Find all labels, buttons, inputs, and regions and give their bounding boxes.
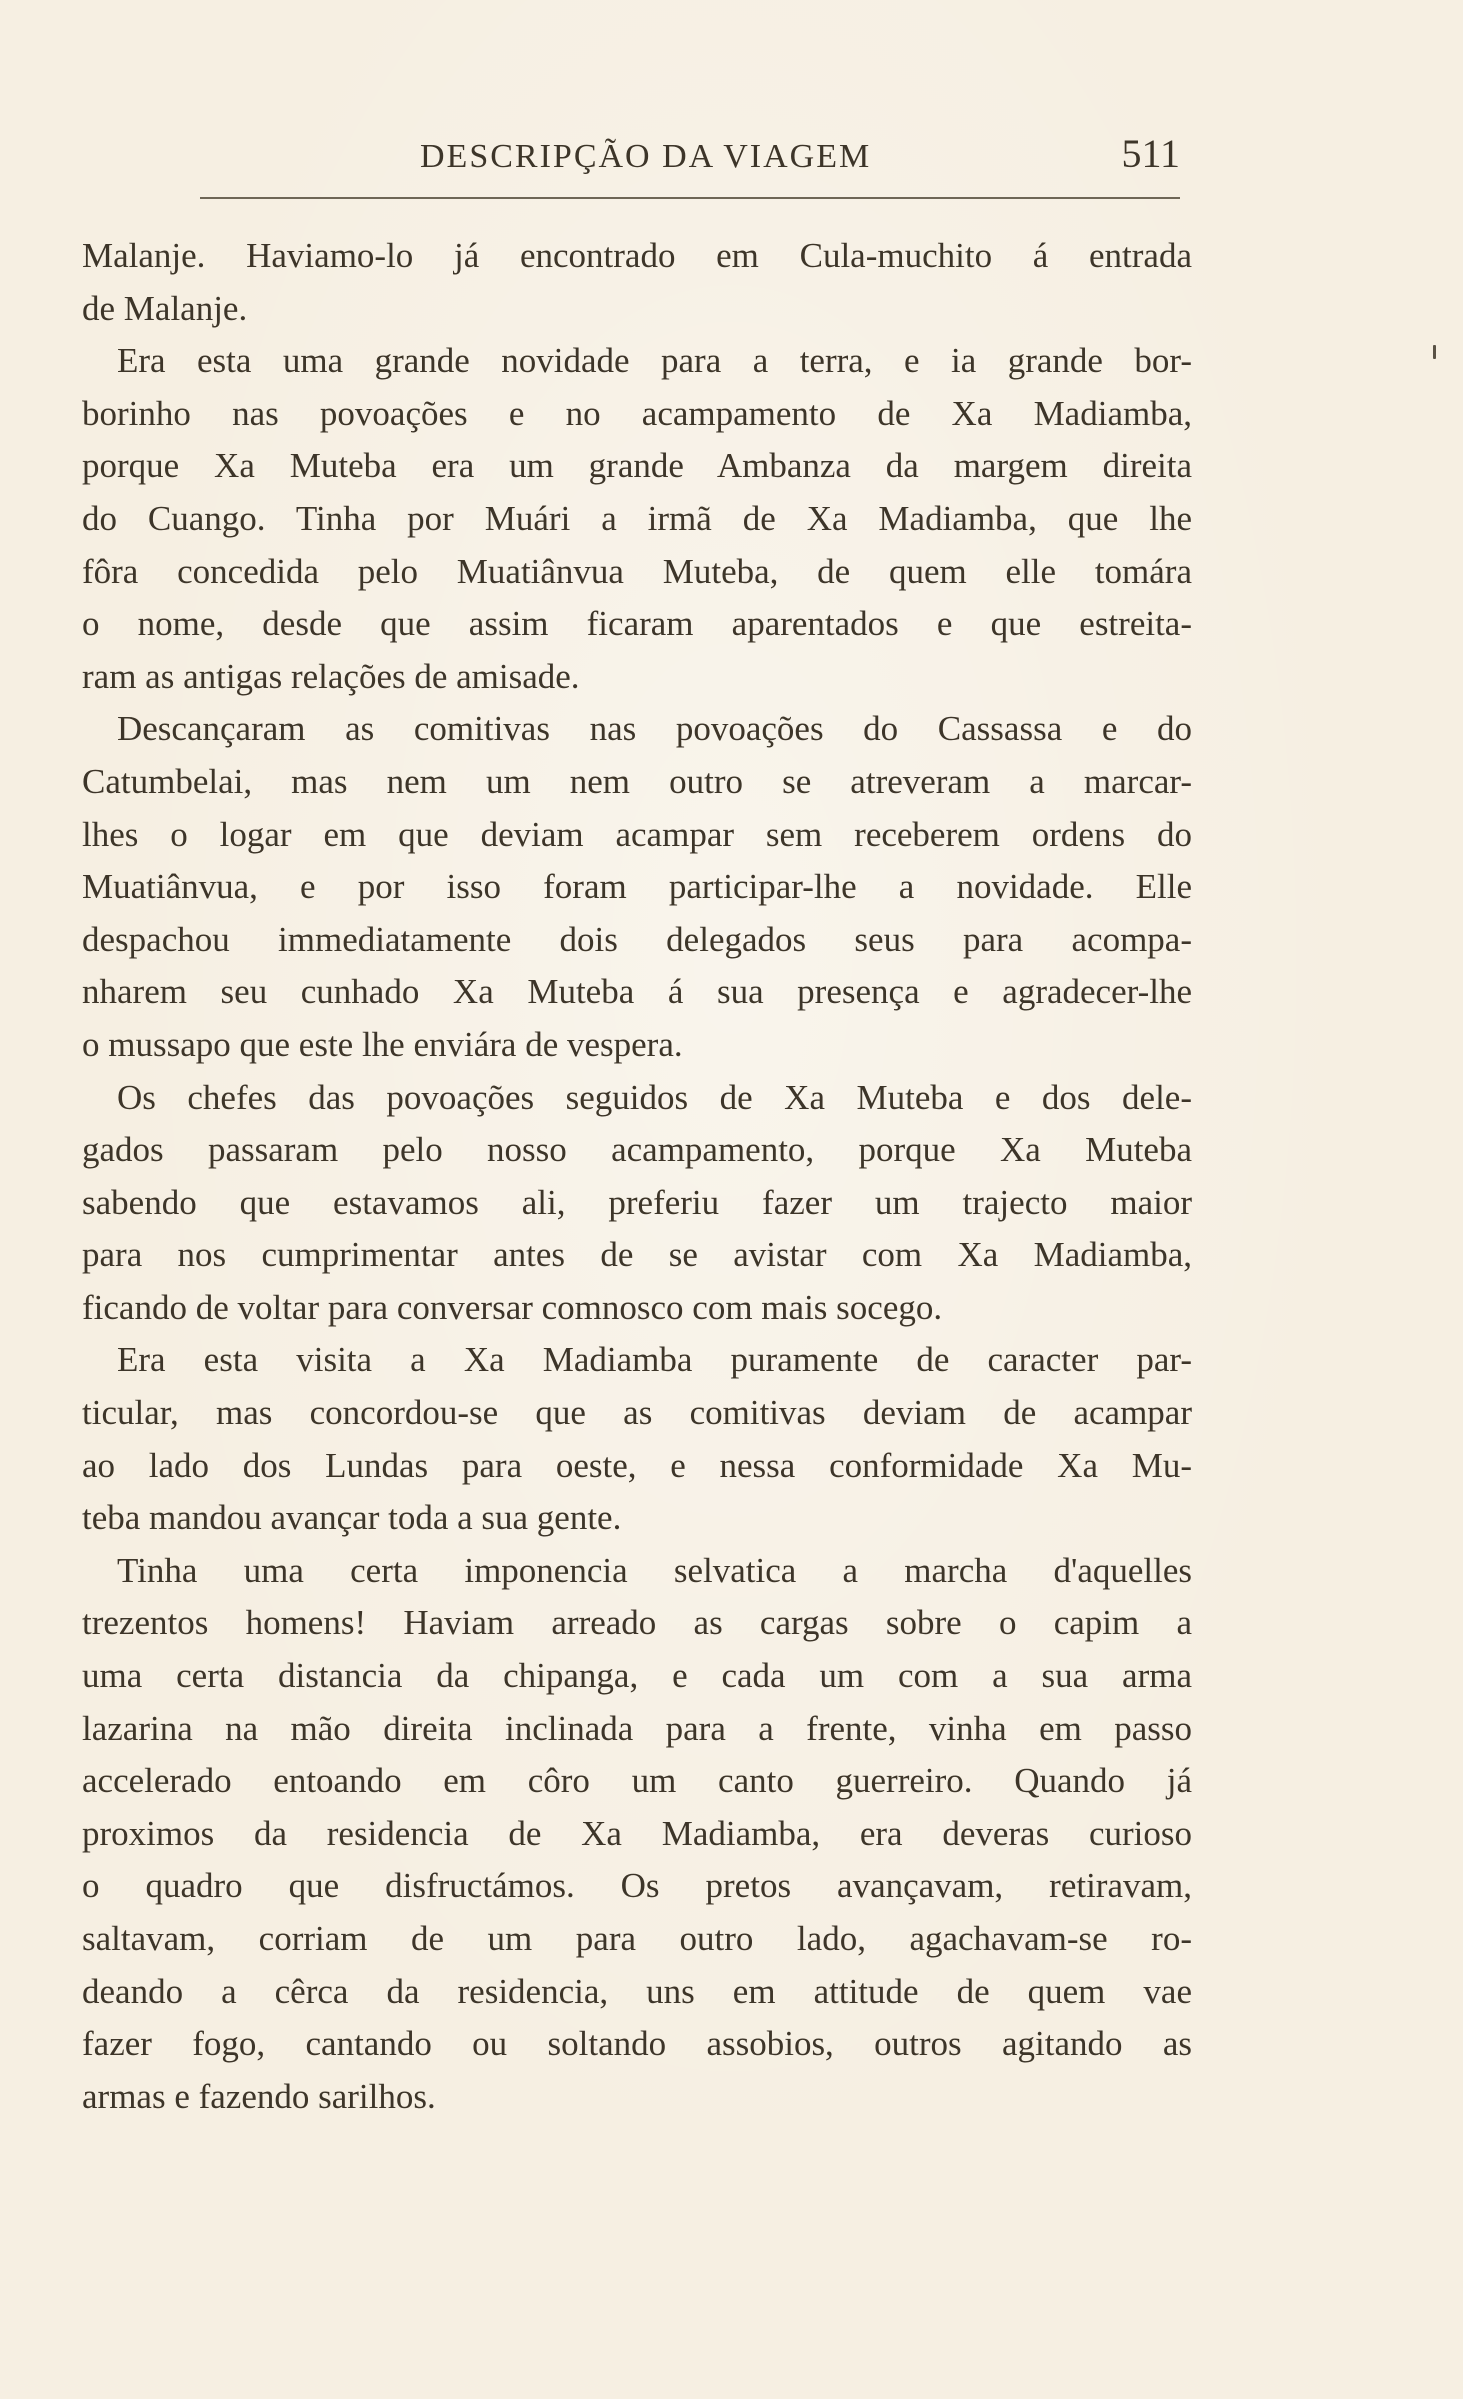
text-line: lhes o logar em que deviam acampar sem receberem ordens do: [82, 814, 1192, 854]
text-line: teba mandou avançar toda a sua gente.: [82, 1498, 622, 1538]
text-line: armas e fazendo sarilhos.: [82, 2076, 436, 2116]
text-line: Descançaram as comitivas nas povoações do Cassassa e do: [117, 709, 1192, 749]
body-text: [82, 230, 1192, 2123]
text-line: uma certa distancia da chipanga, e cada um com a sua arma: [82, 1656, 1192, 1696]
text-line: Era esta visita a Xa Madiamba puramente de caracter par-: [117, 1340, 1192, 1380]
text-line: Catumbelai, mas nem um nem outro se atreveram a marcar-: [82, 761, 1192, 801]
text-line: deando a cêrca da residencia, uns em attitude de quem vae: [82, 1971, 1192, 2011]
text-line: fazer fogo, cantando ou soltando assobios, outros agitando as: [82, 2024, 1192, 2064]
header-rule: [200, 197, 1180, 199]
text-line: do Cuango. Tinha por Muári a irmã de Xa Madiamba, que lhe: [82, 498, 1192, 538]
text-line: accelerado entoando em côro um canto guerreiro. Quando já: [82, 1761, 1192, 1801]
running-head: [420, 132, 1180, 192]
margin-mark: [1433, 345, 1436, 359]
text-line: o mussapo que este lhe enviára de vespera.: [82, 1024, 683, 1064]
text-line: trezentos homens! Haviam arreado as cargas sobre o capim a: [82, 1603, 1192, 1643]
text-line: nharem seu cunhado Xa Muteba á sua presença e agradecer-lhe: [82, 972, 1192, 1012]
text-line: fôra concedida pelo Muatiânvua Muteba, de quem elle tomára: [82, 551, 1192, 591]
text-line: ram as antigas relações de amisade.: [82, 656, 580, 696]
text-line: despachou immediatamente dois delegados seus para acompa-: [82, 919, 1192, 959]
text-line: sabendo que estavamos ali, preferiu fazer um trajecto maior: [82, 1182, 1192, 1222]
text-line: borinho nas povoações e no acampamento de Xa Madiamba,: [82, 393, 1192, 433]
page-number: 511: [1121, 131, 1180, 176]
text-line: o quadro que disfructámos. Os pretos avançavam, retiravam,: [82, 1866, 1192, 1906]
text-line: ficando de voltar para conversar comnosco com mais socego.: [82, 1287, 943, 1327]
text-line: Tinha uma certa imponencia selvatica a marcha d'aquelles: [117, 1550, 1192, 1590]
text-line: Muatiânvua, e por isso foram participar-lhe a novidade. Elle: [82, 867, 1192, 907]
text-line: ticular, mas concordou-se que as comitivas deviam de acampar: [82, 1393, 1192, 1433]
text-line: ao lado dos Lundas para oeste, e nessa conformidade Xa Mu-: [82, 1445, 1192, 1485]
text-line: lazarina na mão direita inclinada para a frente, vinha em passo: [82, 1708, 1192, 1748]
text-line: Os chefes das povoações seguidos de Xa Muteba e dos dele-: [117, 1077, 1192, 1117]
running-title: DESCRIPÇÃO DA VIAGEM: [420, 138, 872, 175]
text-line: proximos da residencia de Xa Madiamba, era deveras curioso: [82, 1813, 1192, 1853]
text-line: para nos cumprimentar antes de se avistar com Xa Madiamba,: [82, 1235, 1192, 1275]
text-line: o nome, desde que assim ficaram aparentados e que estreita-: [82, 604, 1192, 644]
text-line: Malanje. Haviamo-lo já encontrado em Cula-muchito á entrada: [82, 236, 1192, 275]
text-line: de Malanje.: [82, 288, 248, 328]
text-line: gados passaram pelo nosso acampamento, porque Xa Muteba: [82, 1130, 1192, 1170]
text-line: saltavam, corriam de um para outro lado, agachavam-se ro-: [82, 1919, 1192, 1958]
text-line: Era esta uma grande novidade para a terra, e ia grande bor-: [117, 341, 1192, 381]
text-line: porque Xa Muteba era um grande Ambanza da margem direita: [82, 446, 1192, 486]
